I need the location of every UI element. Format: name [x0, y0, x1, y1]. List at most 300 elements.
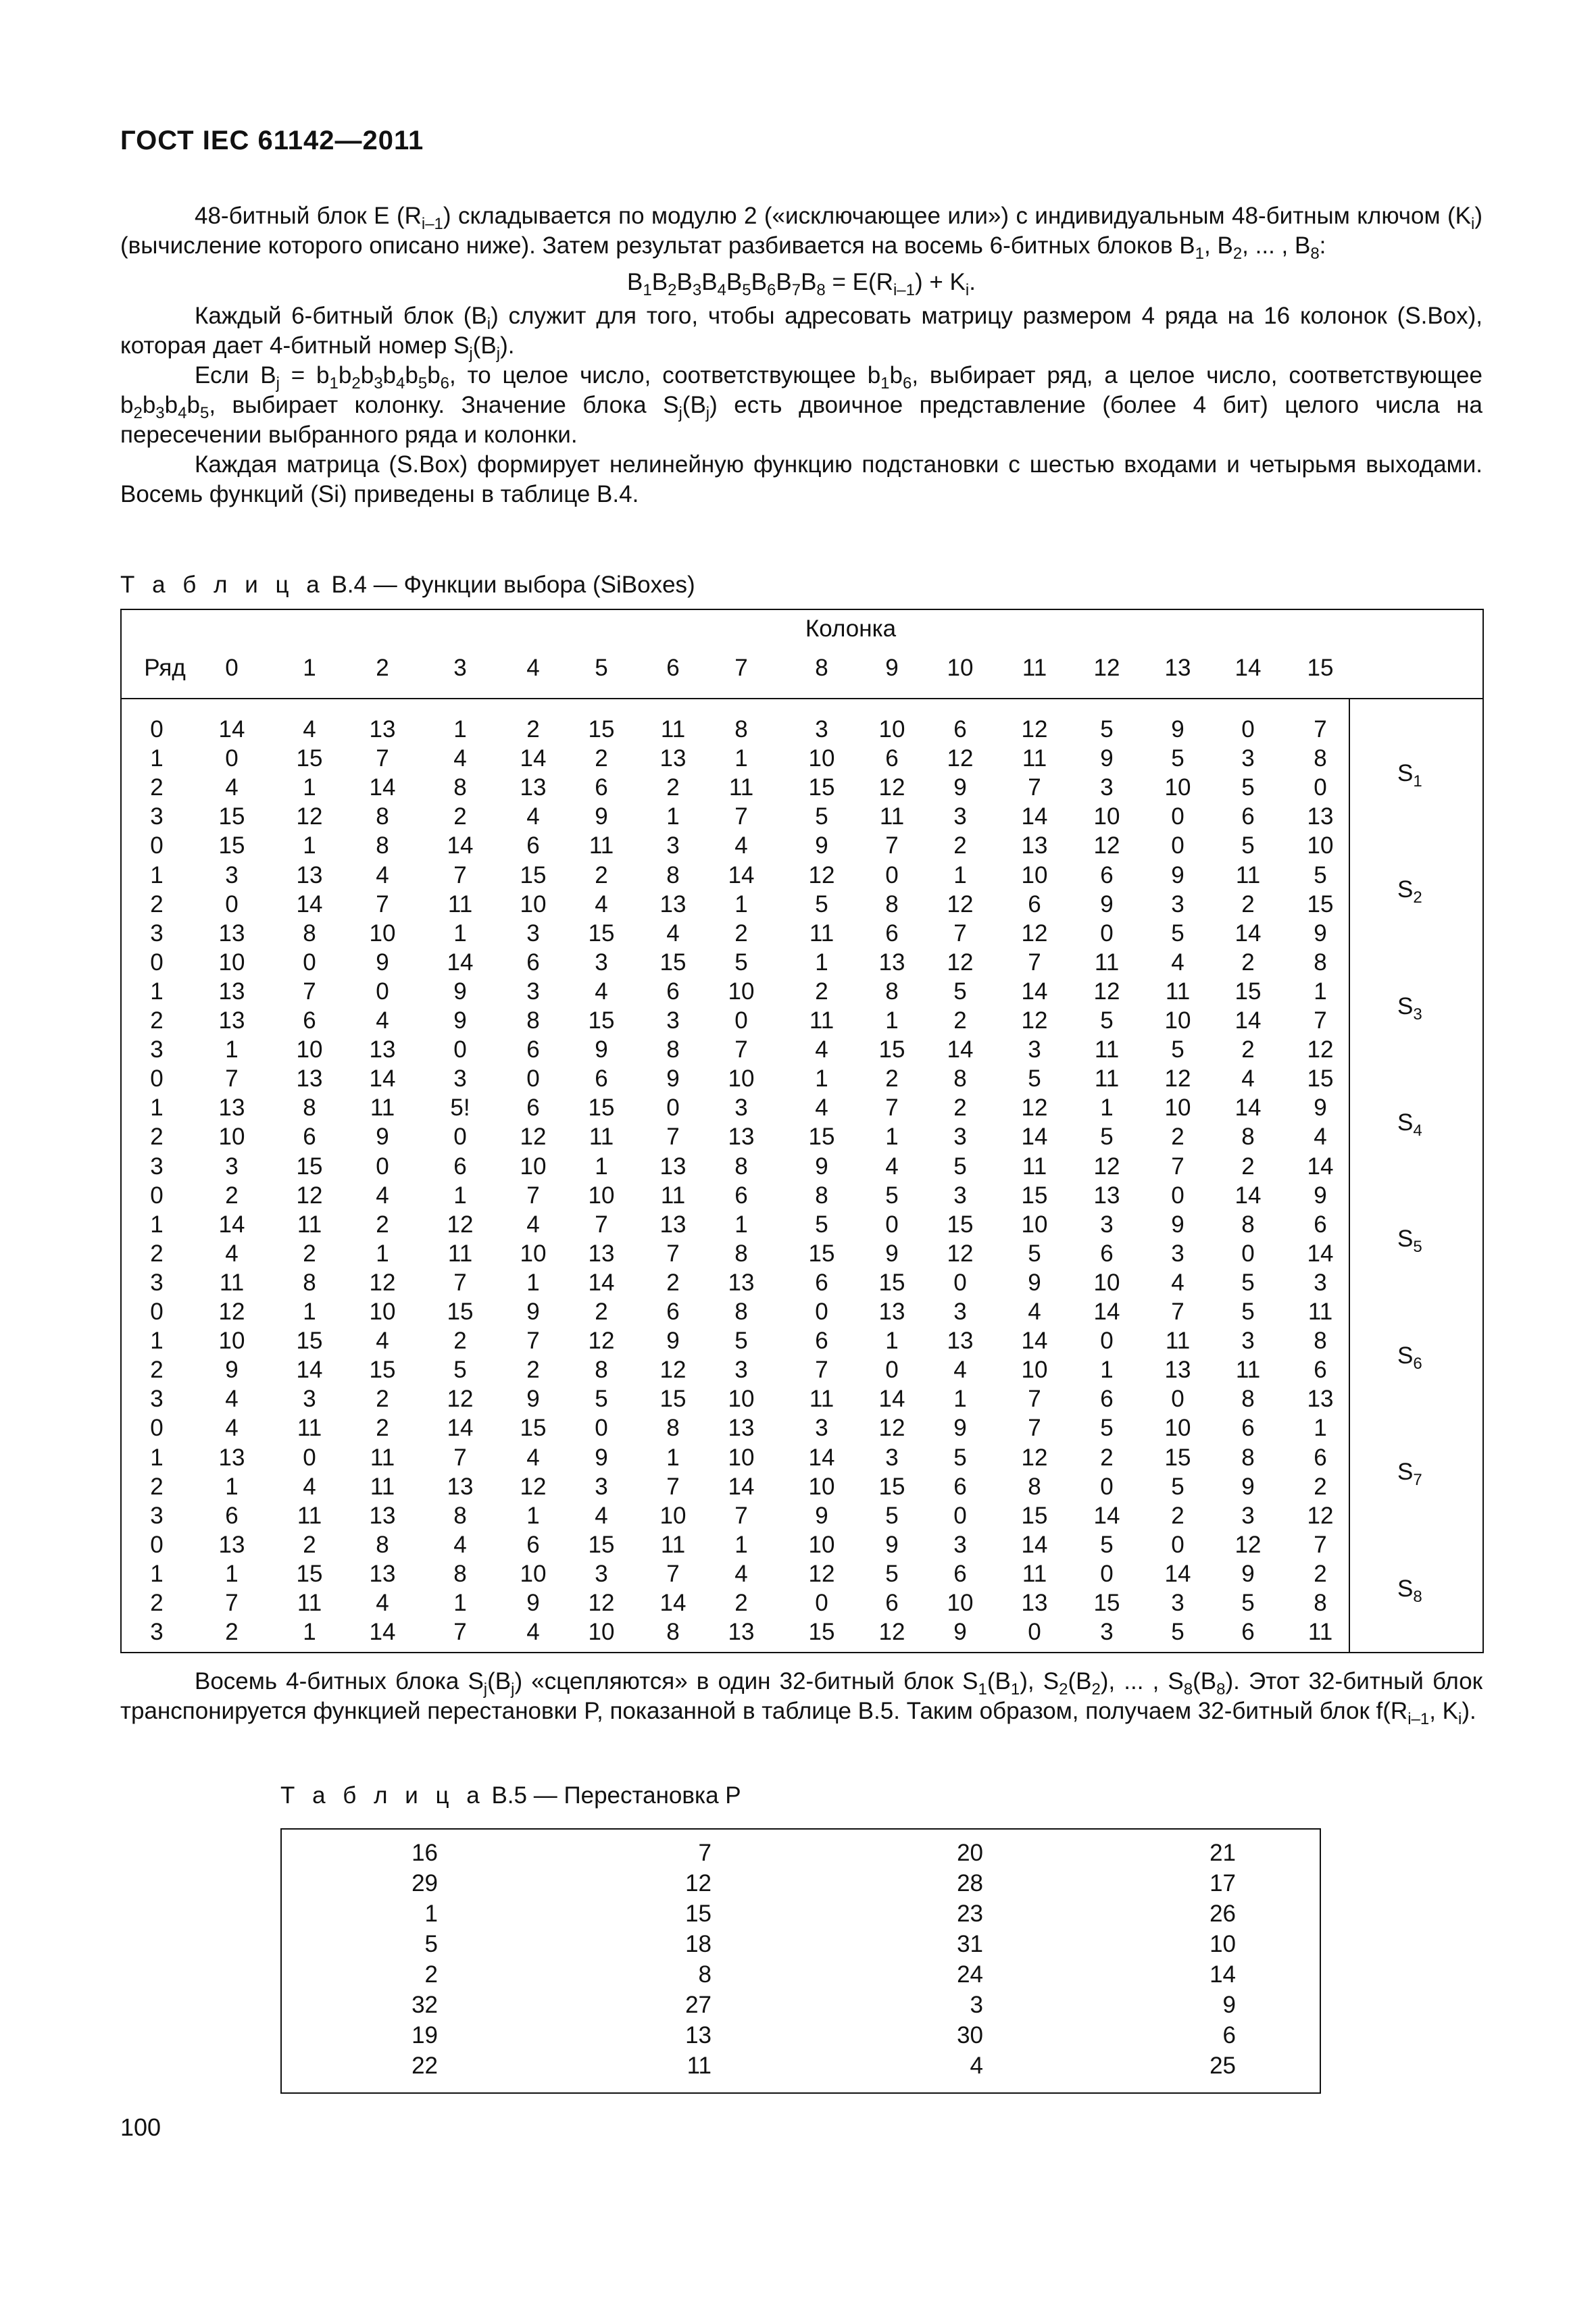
table-cell: 3 — [595, 1473, 608, 1500]
table-cell: 1 — [453, 1590, 467, 1616]
table-cell: 10 — [1093, 803, 1120, 830]
table-cell: 15 — [588, 920, 615, 947]
table-cell: 15 — [296, 745, 323, 772]
table-cell: 8 — [1241, 1386, 1255, 1413]
table-cell: 7 — [1028, 1415, 1041, 1442]
table-cell: 0 — [1100, 1560, 1114, 1587]
table-cell: 2 — [734, 920, 748, 947]
table-cell: 11 — [1094, 1065, 1120, 1092]
table-cell: 2 — [225, 1619, 239, 1646]
table-cell: 2 — [225, 1182, 239, 1209]
table-cell: 10 — [728, 1444, 755, 1471]
table-cell: 12 — [447, 1211, 474, 1238]
table-cell: 10 — [659, 1502, 687, 1529]
table-cell: 15 — [218, 832, 245, 859]
table-cell: 5! — [450, 1095, 470, 1122]
table-cell: 4 — [303, 1473, 316, 1500]
table-cell: 9 — [1100, 890, 1114, 917]
table-cell: 6 — [1314, 1444, 1327, 1471]
table-cell: 4 — [970, 2053, 983, 2079]
sbox-label: $S_8$ — [1397, 1575, 1422, 1606]
table-cell: 11 — [1022, 745, 1047, 772]
table-cell: 6 — [1241, 1619, 1255, 1646]
table-cell: 24 — [957, 1961, 983, 1988]
row-index-cell: 3 — [150, 1269, 164, 1296]
table-cell: 15 — [1021, 1182, 1048, 1209]
table-cell: 11 — [809, 1007, 834, 1034]
paragraph-2: Каждый 6-битный блок $(B_i)$ служит для того, чтобы адресовать матрицу размером 4 ряда на 16 колонок (S.Box), которая дает 4-битный номер $S_j(B_j)$. — [120, 303, 1483, 363]
table-cell: 7 — [734, 1036, 748, 1063]
table-cell: 8 — [1241, 1211, 1255, 1238]
table-cell: 10 — [808, 745, 835, 772]
row-index-cell: 2 — [150, 774, 164, 801]
table-cell: 27 — [685, 1992, 712, 2018]
table-cell: 32 — [412, 1992, 438, 2018]
table-cell: 9 — [1241, 1473, 1255, 1500]
row-header: Ряд — [144, 655, 186, 681]
table-cell: 6 — [1222, 2022, 1236, 2048]
table-cell: 12 — [947, 949, 974, 976]
table-cell: 1 — [734, 1531, 748, 1558]
table-cell: 5 — [1100, 1415, 1114, 1442]
table-cell: 14 — [520, 745, 547, 772]
table-cell: 2 — [1241, 949, 1255, 976]
table-cell: 0 — [453, 1036, 467, 1063]
table-cell: 1 — [225, 1036, 239, 1063]
table-cell: 9 — [953, 1619, 967, 1646]
table-cell: 4 — [666, 920, 680, 947]
row-index-cell: 0 — [150, 949, 164, 976]
table-cell: 14 — [369, 774, 396, 801]
table-cell: 3 — [953, 803, 967, 830]
table-cell: 14 — [1235, 1095, 1262, 1122]
table-cell: 11 — [1235, 1357, 1261, 1384]
table-cell: 5 — [885, 1560, 899, 1587]
table-cell: 15 — [808, 1240, 835, 1267]
table-cell: 2 — [453, 1328, 467, 1355]
table-cell: 2 — [1100, 1444, 1114, 1471]
table-cell: 9 — [595, 1444, 608, 1471]
table-cell: 0 — [815, 1590, 828, 1616]
table-cell: 15 — [588, 1095, 615, 1122]
table-cell: 14 — [1164, 1560, 1191, 1587]
table-cell: 15 — [588, 1007, 615, 1034]
table-cell: 3 — [526, 978, 540, 1005]
table-cell: 13 — [369, 716, 396, 743]
table-cell: 15 — [588, 1531, 615, 1558]
table-cell: 7 — [885, 1095, 899, 1122]
sbox-label: $S_2$ — [1397, 876, 1422, 907]
table-cell: 2 — [734, 1590, 748, 1616]
row-index-cell: 2 — [150, 1124, 164, 1151]
table-cell: 4 — [376, 1007, 389, 1034]
table-cell: 6 — [526, 949, 540, 976]
table-cell: 13 — [218, 920, 245, 947]
table-cell: 7 — [734, 803, 748, 830]
table-cell: 5 — [1171, 1473, 1184, 1500]
table-cell: 14 — [447, 949, 474, 976]
table-cell: 11 — [660, 1182, 686, 1209]
table-cell: 5 — [1100, 716, 1114, 743]
table-cell: 15 — [520, 1415, 547, 1442]
table-cell: 7 — [1171, 1153, 1184, 1180]
document-header: ГОСТ IEC 61142—2011 — [120, 126, 424, 155]
table-cell: 3 — [1171, 890, 1184, 917]
column-header: 11 — [1022, 655, 1047, 681]
table-cell: 0 — [1171, 803, 1184, 830]
table-cell: 3 — [953, 1531, 967, 1558]
table-cell: 21 — [1210, 1840, 1236, 1866]
table-cell: 15 — [218, 803, 245, 830]
table-cell: 13 — [878, 949, 905, 976]
table-cell: 6 — [1100, 861, 1114, 888]
table-cell: 3 — [1241, 745, 1255, 772]
table-cell: 15 — [588, 716, 615, 743]
table-cell: 8 — [885, 890, 899, 917]
table-cell: 4 — [225, 774, 239, 801]
column-header: 8 — [815, 655, 828, 681]
table-cell: 1 — [303, 1299, 316, 1325]
table-cell: 6 — [885, 745, 899, 772]
table-cell: 8 — [1028, 1473, 1041, 1500]
table-cell: 13 — [659, 745, 687, 772]
table-cell: 12 — [296, 803, 323, 830]
table-cell: 7 — [225, 1590, 239, 1616]
table-cell: 6 — [885, 1590, 899, 1616]
table-cell: 15 — [296, 1560, 323, 1587]
table-cell: 2 — [303, 1240, 316, 1267]
sbox-label: $S_3$ — [1397, 992, 1422, 1024]
table-cell: 0 — [595, 1415, 608, 1442]
table-cell: 1 — [526, 1502, 540, 1529]
table-cell: 15 — [947, 1211, 974, 1238]
table-cell: 14 — [1307, 1153, 1334, 1180]
middle-text — [120, 1667, 1482, 1726]
table-cell: 0 — [1171, 1386, 1184, 1413]
table-cell: 9 — [1314, 1095, 1327, 1122]
row-index-cell: 1 — [150, 1444, 164, 1471]
table-cell: 9 — [1171, 716, 1184, 743]
table-cell: 6 — [666, 978, 680, 1005]
table-cell: 1 — [885, 1328, 899, 1355]
table-cell: 9 — [526, 1590, 540, 1616]
table-cell: 4 — [734, 1560, 748, 1587]
table-cell: 11 — [660, 716, 686, 743]
table-cell: 14 — [369, 1065, 396, 1092]
table-cell: 4 — [1171, 949, 1184, 976]
table-cell: 8 — [376, 832, 389, 859]
table-cell: 11 — [297, 1502, 322, 1529]
row-index-cell: 2 — [150, 890, 164, 917]
table-cell: 6 — [1314, 1211, 1327, 1238]
table-cell: 2 — [376, 1386, 389, 1413]
table-cell: 4 — [885, 1153, 899, 1180]
table-cell: 3 — [953, 1124, 967, 1151]
table-cell: 1 — [453, 920, 467, 947]
table-cell: 11 — [728, 774, 754, 801]
table-cell: 13 — [369, 1560, 396, 1587]
table-cell: 9 — [526, 1386, 540, 1413]
table-cell: 11 — [1307, 1619, 1333, 1646]
table-cell: 7 — [885, 832, 899, 859]
table-cell: 0 — [526, 1065, 540, 1092]
table-cell: 4 — [376, 861, 389, 888]
sbox-label: $S_5$ — [1397, 1226, 1422, 1257]
row-index-cell: 2 — [150, 1473, 164, 1500]
table-cell: 9 — [815, 832, 828, 859]
table-cell: 3 — [815, 716, 828, 743]
table-cell: 11 — [1307, 1299, 1333, 1325]
table-cell: 15 — [1307, 890, 1334, 917]
table-cell: 12 — [369, 1269, 396, 1296]
table-cell: 11 — [1094, 949, 1120, 976]
table-cell: 9 — [453, 1007, 467, 1034]
table-cell: 15 — [296, 1153, 323, 1180]
table-cell: 15 — [659, 1386, 687, 1413]
sbox-label: $S_1$ — [1397, 759, 1422, 790]
table-cell: 12 — [808, 861, 835, 888]
table-cell: 16 — [412, 1840, 438, 1866]
table-cell: 0 — [885, 1357, 899, 1384]
table-cell: 5 — [1314, 861, 1327, 888]
table-cell: 8 — [815, 1182, 828, 1209]
table-cell: 15 — [878, 1269, 905, 1296]
table-cell: 13 — [1093, 1182, 1120, 1209]
table-cell: 1 — [376, 1240, 389, 1267]
table-cell: 11 — [297, 1590, 322, 1616]
table-cell: 12 — [588, 1328, 615, 1355]
table-cell: 14 — [1021, 1531, 1048, 1558]
table-cell: 7 — [1314, 716, 1327, 743]
table-cell: 5 — [1028, 1065, 1041, 1092]
table-cell: 11 — [370, 1444, 395, 1471]
table-cell: 3 — [1171, 1240, 1184, 1267]
table-cell: 11 — [447, 1240, 473, 1267]
table-cell: 1 — [1100, 1095, 1114, 1122]
table-cell: 9 — [376, 1124, 389, 1151]
table-cell: 2 — [1171, 1502, 1184, 1529]
table-cell: 15 — [369, 1357, 396, 1384]
table-cell: 11 — [809, 1386, 834, 1413]
table-cell: 0 — [885, 861, 899, 888]
table-cell: 2 — [953, 1007, 967, 1034]
row-index-cell: 0 — [150, 1065, 164, 1092]
table-cell: 2 — [526, 716, 540, 743]
table-cell: 8 — [376, 803, 389, 830]
table-cell: 13 — [369, 1036, 396, 1063]
table-cell: 5 — [815, 1211, 828, 1238]
table-cell: 6 — [453, 1153, 467, 1180]
table-cell: 25 — [1210, 2053, 1236, 2079]
column-header: 13 — [1164, 655, 1191, 681]
table-cell: 3 — [734, 1357, 748, 1384]
table-cell: 6 — [953, 1473, 967, 1500]
table-cell: 0 — [1171, 832, 1184, 859]
table-cell: 28 — [957, 1870, 983, 1896]
table-cell: 2 — [666, 1269, 680, 1296]
table-cell: 5 — [1241, 1299, 1255, 1325]
table-cell: 8 — [1241, 1444, 1255, 1471]
table-cell: 10 — [1210, 1931, 1236, 1957]
table-cell: 6 — [1028, 890, 1041, 917]
table-cell: 5 — [734, 949, 748, 976]
column-header: 15 — [1307, 655, 1334, 681]
table-cell: 5 — [424, 1931, 438, 1957]
table-cell: 14 — [1021, 1328, 1048, 1355]
table-cell: 10 — [520, 1240, 547, 1267]
table-cell: 10 — [520, 1153, 547, 1180]
table-cell: 7 — [453, 861, 467, 888]
table-cell: 13 — [520, 774, 547, 801]
table-cell: 10 — [218, 1124, 245, 1151]
table-cell: 6 — [526, 1531, 540, 1558]
table-cell: 0 — [1241, 716, 1255, 743]
table-cell: 10 — [520, 890, 547, 917]
table-cell: 8 — [453, 1502, 467, 1529]
table-cell: 4 — [526, 803, 540, 830]
table-cell: 11 — [297, 1415, 322, 1442]
table-cell: 5 — [1100, 1124, 1114, 1151]
table-cell: 2 — [885, 1065, 899, 1092]
table-cell: 0 — [1100, 1328, 1114, 1355]
row-index-cell: 1 — [150, 745, 164, 772]
table-cell: 0 — [1241, 1240, 1255, 1267]
table-cell: 7 — [953, 920, 967, 947]
table-cell: 0 — [225, 890, 239, 917]
table-cell: 0 — [453, 1124, 467, 1151]
table-cell: 8 — [1314, 1328, 1327, 1355]
table-cell: 3 — [1100, 1619, 1114, 1646]
table-cell: 8 — [376, 1531, 389, 1558]
table-cell: 12 — [685, 1870, 712, 1896]
table-cell: 2 — [1171, 1124, 1184, 1151]
table-cell: 14 — [296, 890, 323, 917]
table-cell: 7 — [815, 1357, 828, 1384]
table-cell: 2 — [1241, 1036, 1255, 1063]
table-cell: 8 — [666, 1036, 680, 1063]
table-cell: 4 — [453, 745, 467, 772]
table-cell: 9 — [815, 1502, 828, 1529]
table-cell: 10 — [1093, 1269, 1120, 1296]
intro-text — [120, 201, 1482, 509]
table-cell: 1 — [815, 949, 828, 976]
column-header: 5 — [595, 655, 608, 681]
table-b5-caption: Т а б л и ц а B.5 — Перестановка P — [280, 1782, 741, 1809]
table-cell: 3 — [734, 1095, 748, 1122]
table-cell: 0 — [885, 1211, 899, 1238]
table-cell: 15 — [447, 1299, 474, 1325]
table-cell: 11 — [809, 920, 834, 947]
table-cell: 12 — [296, 1182, 323, 1209]
table-cell: 12 — [520, 1124, 547, 1151]
table-cell: 10 — [1164, 1415, 1191, 1442]
table-cell: 4 — [734, 832, 748, 859]
table-cell: 11 — [1022, 1560, 1047, 1587]
table-cell: 12 — [878, 774, 905, 801]
table-cell: 11 — [1022, 1153, 1047, 1180]
table-cell: 9 — [666, 1328, 680, 1355]
table-cell: 14 — [447, 832, 474, 859]
table-cell: 8 — [1314, 1590, 1327, 1616]
table-cell: 4 — [225, 1240, 239, 1267]
column-header: 12 — [1093, 655, 1120, 681]
paragraph-3: Если $B_j = b_1b_2b_3b_4b_5b_6$, то целое число, соответствующее $b_1b_6$, выбирает ряд, а целое число, соответствующее $b_2b_3b_4b_5$, выбирает колонку. Значение блока $S_j(B_j)$ есть двоичное представление (более 4 бит) целого числа на пересечении выбранного ряда и колонки. — [120, 362, 1482, 448]
row-index-cell: 3 — [150, 1036, 164, 1063]
table-cell: 1 — [1100, 1357, 1114, 1384]
table-cell: 10 — [296, 1036, 323, 1063]
table-cell: 8 — [734, 716, 748, 743]
table-cell: 2 — [424, 1961, 438, 1988]
table-cell: 5 — [815, 890, 828, 917]
table-cell: 2 — [595, 861, 608, 888]
table-cell: 13 — [218, 1531, 245, 1558]
table-cell: 0 — [303, 1444, 316, 1471]
table-cell: 4 — [526, 1444, 540, 1471]
table-cell: 11 — [297, 1211, 322, 1238]
row-index-cell: 0 — [150, 1531, 164, 1558]
column-header: 9 — [885, 655, 899, 681]
table-cell: 14 — [1307, 1240, 1334, 1267]
table-cell: 15 — [878, 1036, 905, 1063]
table-cell: 12 — [947, 890, 974, 917]
row-index-cell: 3 — [150, 1502, 164, 1529]
table-cell: 3 — [1314, 1269, 1327, 1296]
row-index-cell: 2 — [150, 1357, 164, 1384]
table-cell: 15 — [1164, 1444, 1191, 1471]
table-cell: 11 — [1094, 1036, 1120, 1063]
table-cell: 13 — [218, 1007, 245, 1034]
row-index-cell: 1 — [150, 1211, 164, 1238]
table-cell: 5 — [953, 1153, 967, 1180]
table-cell: 0 — [225, 745, 239, 772]
table-cell: 12 — [1021, 1007, 1048, 1034]
table-cell: 7 — [1314, 1007, 1327, 1034]
table-cell: 5 — [1171, 1619, 1184, 1646]
table-cell: 3 — [225, 1153, 239, 1180]
table-cell: 23 — [957, 1901, 983, 1927]
table-cell: 2 — [953, 1095, 967, 1122]
table-cell: 11 — [370, 1473, 395, 1500]
table-cell: 1 — [595, 1153, 608, 1180]
table-cell: 14 — [296, 1357, 323, 1384]
table-cell: 0 — [1171, 1531, 1184, 1558]
table-cell: 13 — [728, 1619, 755, 1646]
table-cell: 1 — [526, 1269, 540, 1296]
table-cell: 0 — [1100, 920, 1114, 947]
table-cell: 4 — [1171, 1269, 1184, 1296]
table-cell: 4 — [526, 1211, 540, 1238]
table-cell: 1 — [734, 890, 748, 917]
table-cell: 3 — [885, 1444, 899, 1471]
table-cell: 12 — [1021, 1095, 1048, 1122]
table-cell: 14 — [447, 1415, 474, 1442]
table-cell: 3 — [953, 1299, 967, 1325]
table-cell: 10 — [588, 1182, 615, 1209]
table-cell: 10 — [1307, 832, 1334, 859]
table-cell: 4 — [595, 890, 608, 917]
table-cell: 0 — [666, 1095, 680, 1122]
table-cell: 12 — [1093, 832, 1120, 859]
table-cell: 7 — [453, 1444, 467, 1471]
table-cell: 5 — [1171, 920, 1184, 947]
table-cell: 11 — [687, 2053, 712, 2079]
table-cell: 7 — [526, 1328, 540, 1355]
table-cell: 15 — [1307, 1065, 1334, 1092]
table-cell: 19 — [412, 2022, 438, 2048]
table-cell: 4 — [453, 1531, 467, 1558]
table-cell: 8 — [303, 1269, 316, 1296]
table-cell: 11 — [1235, 861, 1261, 888]
